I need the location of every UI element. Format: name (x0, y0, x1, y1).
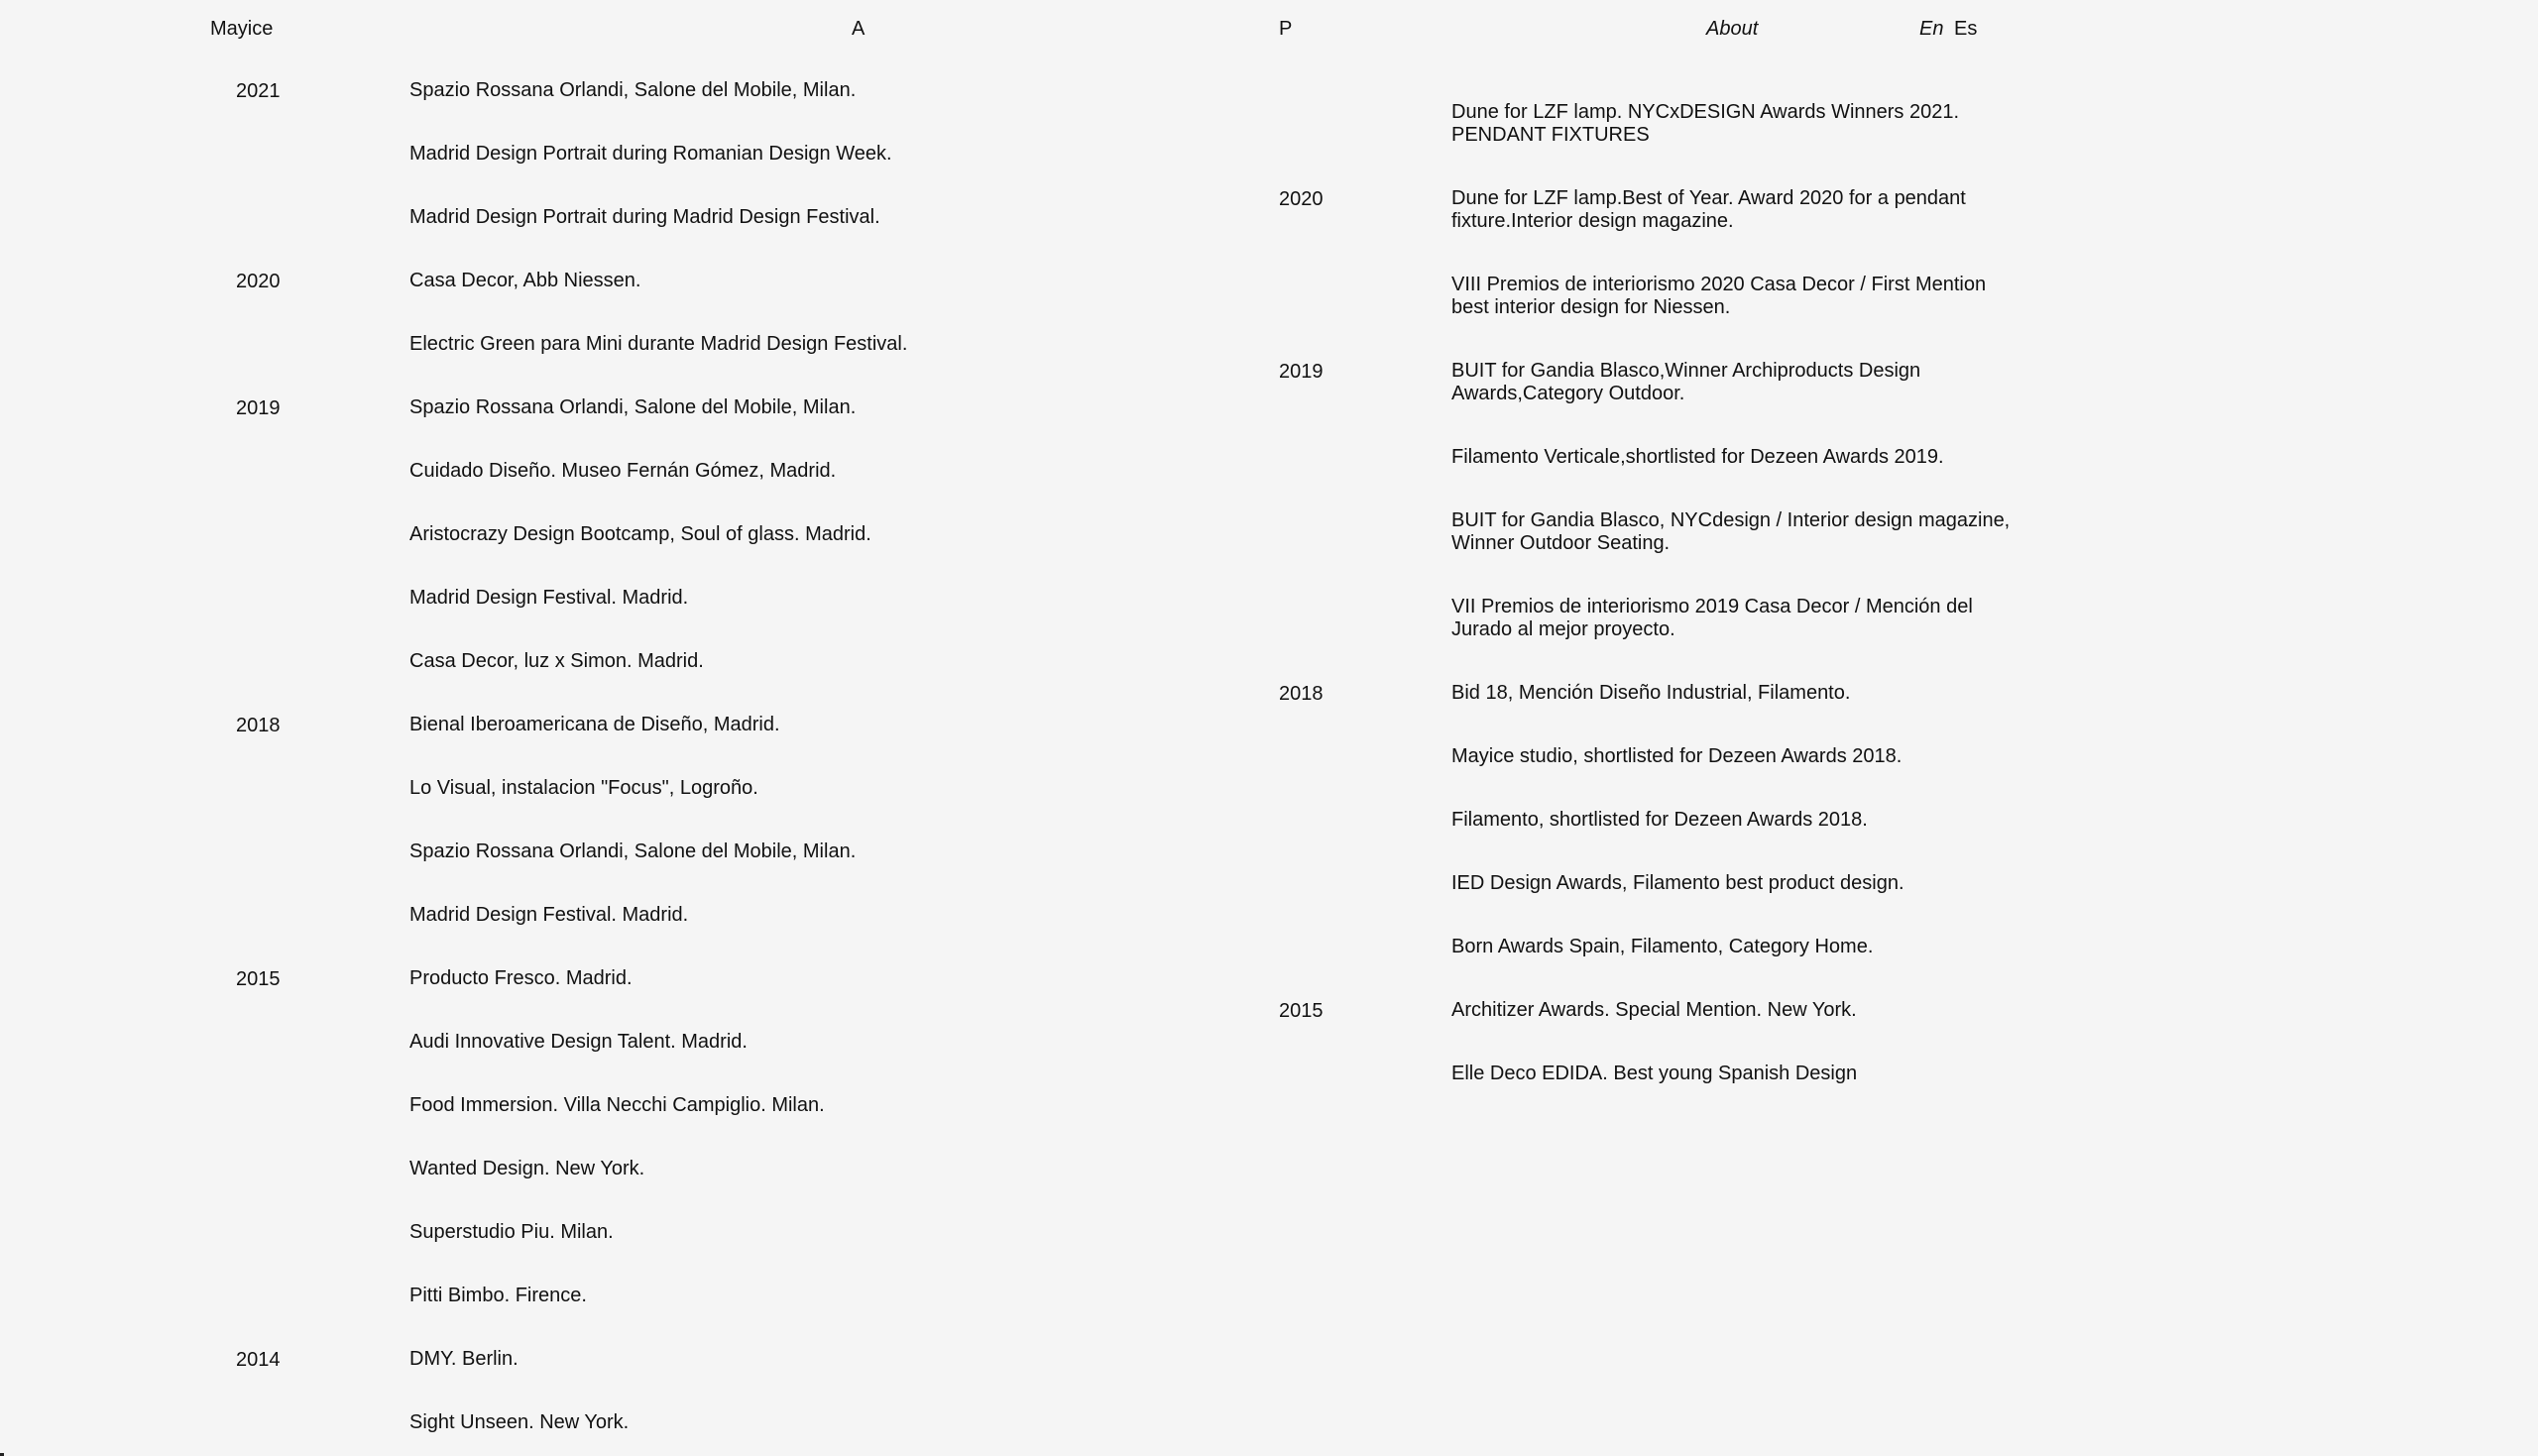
award-entry (1451, 936, 2086, 958)
award-entry-line: Mayice studio, shortlisted for Dezeen Awards 2018. (1451, 745, 1903, 767)
exhibition-entry: Sight Unseen. New York. (409, 1411, 630, 1433)
exhibition-row (236, 396, 1049, 460)
award-year: 2018 (1279, 683, 1324, 705)
lang-es-link[interactable]: Es (1954, 18, 1978, 40)
exhibition-row (236, 650, 1049, 714)
exhibition-entry: Wanted Design. New York. (409, 1158, 645, 1179)
exhibition-row (236, 270, 1049, 333)
exhibition-row (236, 460, 1049, 523)
awards-list (1279, 101, 2072, 1126)
exhibition-entry: Bienal Iberoamericana de Diseño, Madrid. (409, 714, 780, 735)
award-entry-line: VII Premios de interiorismo 2019 Casa Decor / Mención del (1451, 596, 1973, 617)
exhibition-entry: Lo Visual, instalacion "Focus", Logroño. (409, 777, 758, 799)
exhibition-row (236, 1221, 1049, 1285)
award-entry-line: VIII Premios de interiorismo 2020 Casa Decor / First Mention (1451, 274, 1987, 295)
award-entry-line: Jurado al mejor proyecto. (1451, 618, 1675, 640)
exhibition-entry: Spazio Rossana Orlandi, Salone del Mobile, Milan. (409, 840, 857, 862)
award-entry (1451, 682, 2086, 705)
exhibition-entry: Audi Innovative Design Talent. Madrid. (409, 1031, 748, 1053)
award-year: 2019 (1279, 361, 1324, 383)
exhibition-row (236, 714, 1049, 777)
award-entry (1451, 509, 2086, 555)
award-entry-line: Architizer Awards. Special Mention. New York. (1451, 999, 1857, 1021)
award-entry-line: Dune for LZF lamp.Best of Year. Award 2020 for a pendant (1451, 187, 1966, 209)
award-row (1279, 999, 2072, 1063)
award-entry (1451, 360, 2086, 405)
award-entry-line: IED Design Awards, Filamento best product design. (1451, 872, 1904, 894)
exhibition-row (236, 523, 1049, 587)
award-row (1279, 509, 2072, 596)
exhibition-row (236, 1348, 1049, 1411)
exhibition-entry: Aristocrazy Design Bootcamp, Soul of glass. Madrid. (409, 523, 871, 545)
exhibition-entry: Electric Green para Mini durante Madrid Design Festival. (409, 333, 908, 355)
exhibition-row (236, 1031, 1049, 1094)
award-row (1279, 596, 2072, 682)
exhibition-year: 2018 (236, 715, 281, 736)
exhibition-year: 2020 (236, 271, 281, 292)
award-entry-line: Awards,Category Outdoor. (1451, 383, 1685, 404)
award-entry-line: Winner Outdoor Seating. (1451, 532, 1671, 554)
award-row (1279, 936, 2072, 999)
exhibition-year: 2019 (236, 397, 281, 419)
award-row (1279, 274, 2072, 360)
award-entry (1451, 872, 2086, 895)
exhibition-year: 2014 (236, 1349, 281, 1371)
exhibition-row (236, 1285, 1049, 1348)
exhibition-entry: Madrid Design Festival. Madrid. (409, 587, 689, 609)
exhibition-entry: Superstudio Piu. Milan. (409, 1221, 614, 1243)
award-entry (1451, 745, 2086, 768)
award-row (1279, 682, 2072, 745)
award-entry-line: BUIT for Gandia Blasco, NYCdesign / Interior design magazine, (1451, 509, 2011, 531)
exhibition-row (236, 1158, 1049, 1221)
exhibition-entry: Casa Decor, Abb Niessen. (409, 270, 641, 291)
award-row (1279, 360, 2072, 446)
award-entry-line: BUIT for Gandia Blasco,Winner Archiproducts Design (1451, 360, 1921, 382)
exhibition-row (236, 143, 1049, 206)
exhibition-row (236, 904, 1049, 967)
award-entry-line: Filamento Verticale,shortlisted for Dezeen Awards 2019. (1451, 446, 1944, 468)
award-entry (1451, 274, 2086, 319)
award-row (1279, 745, 2072, 809)
exhibition-entry: Spazio Rossana Orlandi, Salone del Mobile, Milan. (409, 396, 857, 418)
exhibition-year: 2015 (236, 968, 281, 990)
award-year: 2020 (1279, 188, 1324, 210)
award-row (1279, 872, 2072, 936)
award-row (1279, 101, 2072, 187)
exhibition-entry: Producto Fresco. Madrid. (409, 967, 633, 989)
exhibition-row (236, 1411, 1049, 1456)
award-entry (1451, 101, 2086, 147)
award-entry-line: Dune for LZF lamp. NYCxDESIGN Awards Winners 2021. (1451, 101, 1960, 123)
award-row (1279, 809, 2072, 872)
award-year: 2015 (1279, 1000, 1324, 1022)
award-entry (1451, 809, 2086, 832)
nav-about-link[interactable]: About (1706, 18, 1759, 40)
exhibition-row (236, 840, 1049, 904)
exhibition-entry: Casa Decor, luz x Simon. Madrid. (409, 650, 704, 672)
award-entry-line: Bid 18, Mención Diseño Industrial, Filamento. (1451, 682, 1851, 704)
award-row (1279, 187, 2072, 274)
exhibition-entry: Pitti Bimbo. Firence. (409, 1285, 587, 1306)
award-entry-line: Elle Deco EDIDA. Best young Spanish Design (1451, 1063, 1858, 1084)
exhibition-row (236, 967, 1049, 1031)
exhibition-row (236, 587, 1049, 650)
exhibition-entry: Madrid Design Portrait during Romanian Design Week. (409, 143, 892, 165)
exhibition-entry: Madrid Design Festival. Madrid. (409, 904, 689, 926)
award-entry-line: Born Awards Spain, Filamento, Category Home. (1451, 936, 1874, 957)
exhibition-row (236, 1094, 1049, 1158)
award-entry (1451, 596, 2086, 641)
exhibition-row (236, 777, 1049, 840)
award-entry (1451, 446, 2086, 469)
award-entry (1451, 999, 2086, 1022)
award-row (1279, 1063, 2072, 1126)
exhibition-row (236, 79, 1049, 143)
exhibition-entry: Madrid Design Portrait during Madrid Design Festival. (409, 206, 880, 228)
nav-section-p[interactable]: P (1279, 18, 1293, 40)
exhibitions-list (236, 79, 1049, 1456)
exhibition-entry: DMY. Berlin. (409, 1348, 519, 1370)
award-entry (1451, 1063, 2086, 1085)
nav-section-a[interactable]: A (852, 18, 865, 40)
award-entry (1451, 187, 2086, 233)
exhibition-entry: Spazio Rossana Orlandi, Salone del Mobile, Milan. (409, 79, 857, 101)
exhibition-entry: Cuidado Diseño. Museo Fernán Gómez, Madrid. (409, 460, 837, 482)
exhibition-entry: Food Immersion. Villa Necchi Campiglio. Milan. (409, 1094, 825, 1116)
award-entry-line: fixture.Interior design magazine. (1451, 210, 1734, 232)
award-entry-line: Filamento, shortlisted for Dezeen Awards 2018. (1451, 809, 1868, 831)
exhibition-row (236, 333, 1049, 396)
award-entry-line: best interior design for Niessen. (1451, 296, 1731, 318)
award-row (1279, 446, 2072, 509)
lang-en-link[interactable]: En (1919, 18, 1944, 40)
logo-link[interactable]: Mayice (210, 18, 274, 40)
exhibition-year: 2021 (236, 80, 281, 102)
exhibition-row (236, 206, 1049, 270)
award-entry-line: PENDANT FIXTURES (1451, 124, 1650, 146)
